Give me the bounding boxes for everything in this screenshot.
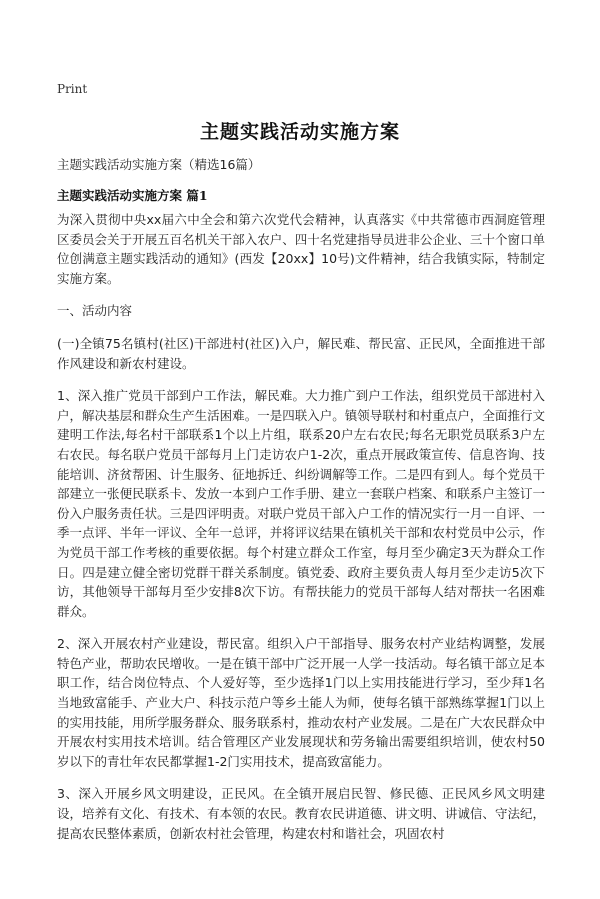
document-subtitle: 主题实践活动实施方案（精选16篇） [57, 157, 261, 172]
item-3-paragraph: 3、深入开展乡风文明建设，正民风。在全镇开展启民智、修民德、正民风乡风文明建设，培养有文化、有技术、有本领的农民。教育农民讲道德、讲文明、讲诚信、守法纪，提高农民整体素质，创新农村社会管理，构建农村和谐社会，巩固农村 [57, 786, 545, 841]
intro-paragraph: 为深入贯彻中央xx届六中全会和第六次党代会精神，认真落实《中共常德市西洞庭管理区委员会关于开展五百名机关干部入农户、四十名党建指导员进非公企业、三十个窗口单位创满意主题实践活动的通知》(西发【20xx】10号)文件精神，结合我镇实际，特制定实施方案。 [57, 212, 545, 286]
subsection-1-paragraph: (一)全镇75名镇村(社区)干部进村(社区)入户，解民难、帮民富、正民风，全面推进干部作风建设和新农村建设。 [57, 335, 545, 371]
page-title: 主题实践活动实施方案 [199, 121, 400, 143]
item-1-paragraph: 1、深入推广党员干部到户工作法，解民难。大力推广到户工作法，组织党员干部进村入户，解决基层和群众生产生活困难。一是四联入户。镇领导联村和村重点户，全面推行文建明工作法,每名村干部联系1个以上片组，联系20户左右农民;每名无职党员联系3户左右农民。每名联户党员干部每月上门走访农户1-2次，重点开展政策宣传、信息咨询、技能培训、济贫帮困、计生服务、征地拆迁、纠纷调解等工作。二是四有到人。每个党员干部建立一张便民联系卡、发放一本到户工作手册、建立一套联户档案、和联系户主签订一份入户服务责任状。三是四评明责。对联户党员干部入户工作的情况实行一月一自评、一季一点评、半年一评议、全年一总评，并将评议结果在镇机关干部和农村党员中公示，作为党员干部工作考核的重要依据。每个村建立群众工作室，每月至少确定3天为群众工作日。四是建立健全密切党群干群关系制度。镇党委、政府主要负责人每月至少走访5次下访，其他领导干部每月至少安排8次下访。有帮扶能力的党员干部每人结对帮扶一名困难群众。 [57, 388, 545, 619]
print-link[interactable]: Print [57, 82, 88, 96]
item-2-paragraph: 2、深入开展农村产业建设，帮民富。组织入户干部指导、服务农村产业结构调整，发展特色产业，帮助农民增收。一是在镇干部中广泛开展一人学一技活动。每名镇干部立足本职工作，结合岗位特点、个人爱好等，至少选择1门以上实用技能进行学习，至少拜1名当地致富能手、产业大户、科技示范户等乡土能人为师，使每名镇干部熟练掌握1门以上的实用技能，用所学服务群众、服务联系村，推动农村产业发展。二是在广大农民群众中开展农村实用技术培训。结合管理区产业发展现状和劳务输出需要组织培训，使农村50岁以下的青壮年农民都掌握1-2门实用技术，提高致富能力。 [57, 636, 545, 769]
section-1-heading: 一、活动内容 [57, 303, 133, 319]
section-heading: 主题实践活动实施方案 篇1 [57, 188, 208, 203]
document-body [57, 210, 545, 856]
